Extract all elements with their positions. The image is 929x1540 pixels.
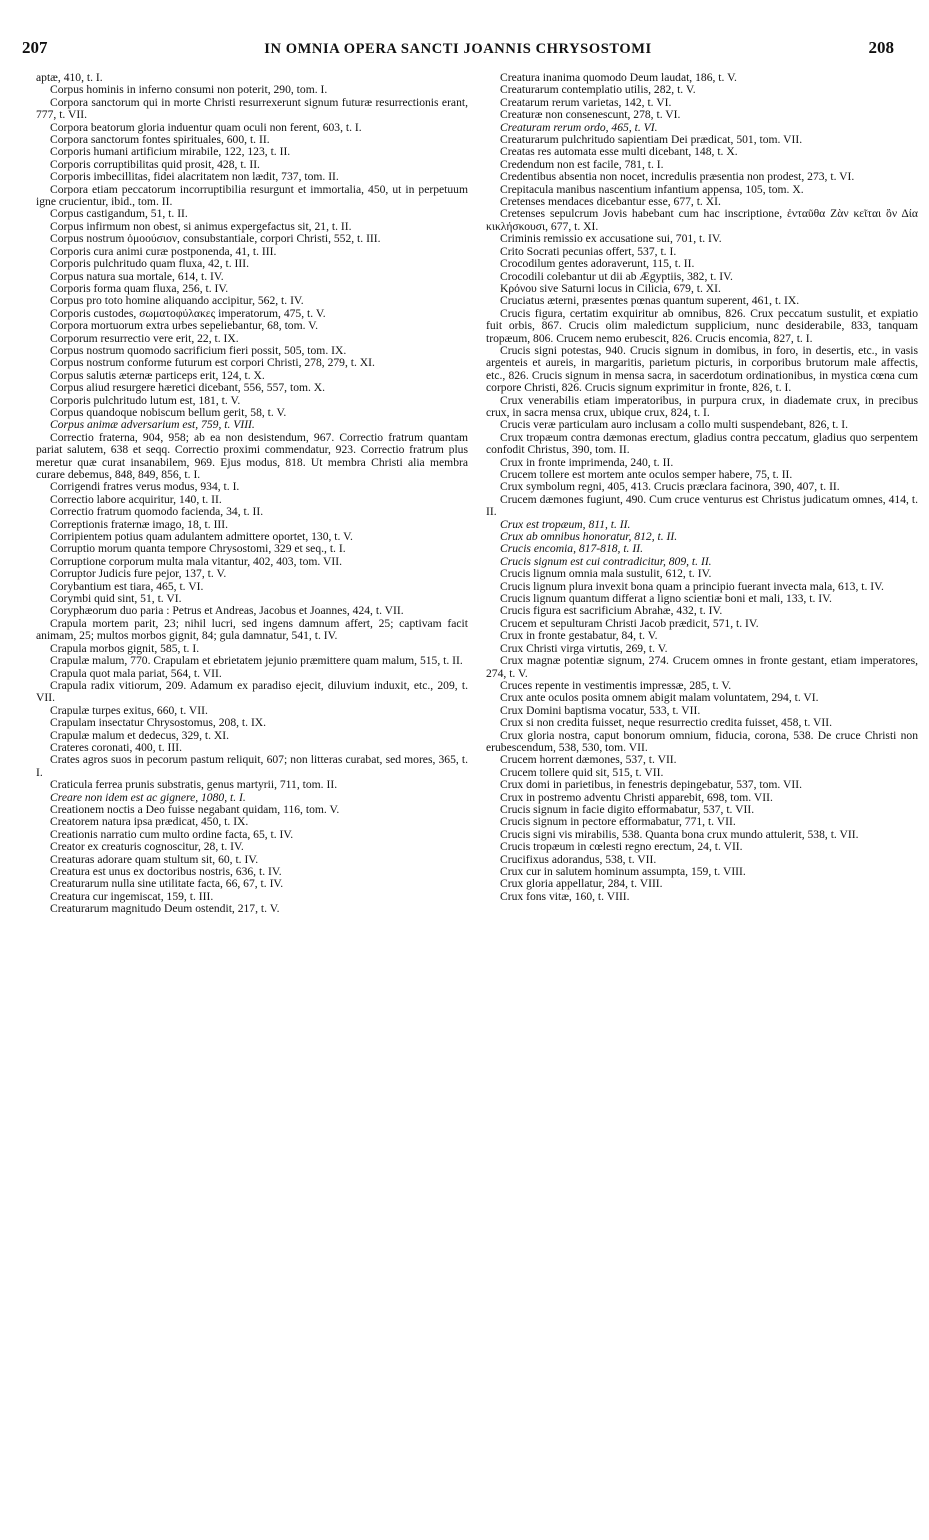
index-entry: Corpus nostrum quomodo sacrificium fieri possit, 505, tom. IX. bbox=[50, 343, 347, 357]
index-entry: Credentibus absentia non nocet, incredulis præsentia non prodest, 273, t. VI. bbox=[500, 170, 855, 184]
index-entry: Crucem dæmones fugiunt, 490. Cum cruce venturus est Christus judicatum omnes, 414, t. II. bbox=[486, 492, 918, 519]
index-entry: Corruptio morum quanta tempore Chrysostomi, 329 et seq., t. I. bbox=[50, 542, 346, 556]
index-entry: Crapulam insectatur Chrysostomus, 208, t. IX. bbox=[50, 716, 267, 730]
index-entry: Corpus salutis æternæ particeps erit, 124, t. X. bbox=[50, 368, 265, 382]
index-entry: Corporis custodes, σωματοφύλακες imperatorum, 475, t. V. bbox=[50, 306, 326, 320]
index-entry: Corymbi quid sint, 51, t. VI. bbox=[50, 592, 182, 606]
index-entry: Crapulæ malum et dedecus, 329, t. XI. bbox=[50, 728, 230, 742]
index-entry: Cruciatus æterni, præsentes pœnas quantum superent, 461, t. IX. bbox=[500, 294, 800, 308]
index-entry: Creatas res automata esse multi dicebant, 148, t. X. bbox=[500, 145, 738, 159]
index-entry: Crapulæ malum, 770. Crapulam et ebrietatem jejunio præmittere quam malum, 515, t. II. bbox=[50, 654, 463, 668]
index-entry: Corpus castigandum, 51, t. II. bbox=[50, 207, 188, 221]
index-entry: Creaturarum nulla sine utilitate facta, 66, 67, t. IV. bbox=[50, 877, 284, 891]
index-entry: Corybantium est tiara, 465, t. VI. bbox=[50, 579, 204, 593]
index-entry: Corpora beatorum gloria induentur quam oculi non ferent, 603, t. I. bbox=[50, 120, 362, 134]
index-entry: Creaturam rerum ordo, 465, t. VI. bbox=[500, 120, 658, 134]
index-entry: Crateres coronati, 400, t. III. bbox=[50, 740, 182, 754]
index-entry: Creator ex creaturis cognoscitur, 28, t. IV. bbox=[50, 840, 244, 854]
page-header bbox=[22, 38, 894, 58]
index-entry: Corpus aliud resurgere hæretici dicebant, 556, 557, tom. X. bbox=[50, 381, 326, 395]
index-entry: Crux in postremo adventu Christi apparebit, 698, tom. VII. bbox=[500, 790, 773, 804]
index-entry: Corpus nostrum conforme futurum est corpori Christi, 278, 279, t. XI. bbox=[50, 356, 375, 370]
index-entry: Crucis signi potestas, 940. Crucis signum in domibus, in foro, in desertis, etc., in vasis argenteis et aureis, in margaritis, parietum picturis, in corporibus brutorum male affectis, etc., 826. Crucis signum in mensa sacra, in sacerdotum ordinationibus, in mystica cœna cum corpore Christi, 826. Crucis signum exprimitur in fronte, 826, t. I. bbox=[486, 343, 918, 395]
index-entry: Crux tropæum contra dæmonas erectum, gladius contra peccatum, gladius quo serpentem confodit Christus, 390, tom. II. bbox=[486, 430, 918, 457]
index-entry: Crapulæ turpes exitus, 660, t. VII. bbox=[50, 703, 208, 717]
index-entry: Corporum resurrectio vere erit, 22, t. IX. bbox=[50, 331, 239, 345]
index-entry: Corruptor Judicis fure pejor, 137, t. V. bbox=[50, 567, 227, 581]
index-entry: Corporis corruptibilitas quid prosit, 428, t. II. bbox=[50, 157, 260, 171]
index-entry: Creatorem natura ipsa prædicat, 450, t. IX. bbox=[50, 815, 249, 829]
index-entry: Crucem horrent dæmones, 537, t. VII. bbox=[500, 753, 677, 767]
index-entry: Coryphæorum duo paria : Petrus et Andreas, Jacobus et Joannes, 424, t. VII. bbox=[50, 604, 404, 618]
index-entry: Corpora sanctorum fontes spirituales, 600, t. II. bbox=[50, 133, 270, 147]
index-entry: Corporis humani artificium mirabile, 122, 123, t. II. bbox=[50, 145, 291, 159]
index-entry: Credendum non est facile, 781, t. I. bbox=[500, 157, 664, 171]
index-entry: Creatura inanima quomodo Deum laudat, 186, t. V. bbox=[500, 71, 737, 84]
index-column-right bbox=[486, 72, 918, 903]
index-entry: Corporis cura animi curæ postponenda, 41, t. III. bbox=[50, 244, 277, 258]
index-entry: Crux domi in parietibus, in fenestris depingebatur, 537, tom. VII. bbox=[500, 778, 802, 792]
index-entry: Crux symbolum regni, 405, 413. Crucis præclara facinora, 390, 407, t. II. bbox=[500, 480, 840, 494]
index-entry: Corpora sanctorum qui in morte Christi resurrexerunt signum futuræ resurrectionis erant, 777, t. VII. bbox=[36, 95, 468, 122]
index-entry: Crux cur in salutem hominum assumpta, 159, t. VIII. bbox=[500, 865, 746, 878]
index-entry: Corporis pulchritudo lutum est, 181, t. V. bbox=[50, 393, 241, 407]
index-entry: Crucis signum in pectore efformabatur, 771, t. VII. bbox=[500, 815, 736, 829]
index-entry: Crepitacula manibus nascentium infantium appensa, 105, tom. X. bbox=[500, 182, 804, 196]
right-page-number: 208 bbox=[868, 38, 894, 57]
index-entry: Crapula morbos gignit, 585, t. I. bbox=[50, 641, 200, 655]
index-entry: Corpus nostrum ὁμοούσιον, consubstantiale, corpori Christi, 552, t. III. bbox=[50, 232, 381, 246]
index-entry: Corporis pulchritudo quam fluxa, 42, t. III. bbox=[50, 257, 249, 271]
index-entry: Crapula mortem parit, 23; nihil lucri, sed ingens damnum affert, 25; captivam facit animam, 25; multos morbos gignit, 84; gula damnatur, 541, t. IV. bbox=[36, 616, 468, 643]
index-entry: Cretenses sepulcrum Jovis habebant cum hac inscriptione, ἐνταῦθα Ζὰν κεῖται ὃν Δία κικλήσκουσι, 677, t. XI. bbox=[486, 207, 918, 233]
index-entry: Creaturæ non consenescunt, 278, t. VI. bbox=[500, 108, 681, 122]
index-entry: Correctio labore acquiritur, 140, t. II. bbox=[50, 492, 222, 506]
index-entry: Crucifixus adorandus, 538, t. VII. bbox=[500, 852, 657, 866]
index-entry: Crux ante oculos posita omnem abigit malam voluntatem, 294, t. VI. bbox=[500, 691, 819, 705]
index-entry: Crux est tropæum, 811, t. II. bbox=[500, 517, 631, 531]
left-page-number: 207 bbox=[22, 38, 48, 57]
index-entry: Creationem noctis a Deo fuisse negabant quidam, 116, tom. V. bbox=[50, 802, 340, 816]
index-entry: Crucis encomia, 817-818, t. II. bbox=[500, 542, 643, 556]
index-entry: Corpus animæ adversarium est, 759, t. VIII. bbox=[50, 418, 255, 432]
index-entry: Crucis veræ particulam auro inclusam a collo multi suspendebant, 826, t. I. bbox=[500, 418, 849, 432]
index-entry: Corpus quandoque nobiscum bellum gerit, 58, t. V. bbox=[50, 405, 287, 419]
index-entry: Crucem tollere est mortem ante oculos semper habere, 75, t. II. bbox=[500, 468, 793, 481]
index-entry: Creaturarum magnitudo Deum ostendit, 217, t. V. bbox=[50, 902, 280, 916]
index-entry: Crapula quot mala pariat, 564, t. VII. bbox=[50, 666, 222, 680]
index-entry: Corpora mortuorum extra urbes sepeliebantur, 68, tom. V. bbox=[50, 319, 318, 333]
index-entry: Crito Socrati pecunias offert, 537, t. I. bbox=[500, 244, 677, 258]
index-entry: Crucis tropæum in cœlesti regno erectum, 24, t. VII. bbox=[500, 840, 743, 854]
index-entry: Crux Domini baptisma vocatur, 533, t. VII. bbox=[500, 703, 701, 717]
index-entry: Corrigendi fratres verus modus, 934, t. I. bbox=[50, 480, 240, 494]
index-entry: Crux magnæ potentiæ signum, 274. Crucem omnes in fronte gestant, etiam imperatores, 274, t. V. bbox=[486, 654, 918, 680]
index-entry: Creationis narratio cum multo ordine facta, 65, t. IV. bbox=[50, 827, 294, 841]
index-entry: Corpus pro toto homine aliquando accipitur, 562, t. IV. bbox=[50, 294, 304, 308]
index-entry: aptæ, 410, t. I. bbox=[36, 71, 103, 84]
index-entry: Crux si non credita fuisset, neque resurrectio credita fuisset, 458, t. VII. bbox=[500, 716, 833, 730]
index-entry: Crux gloria nostra, caput bonorum omnium, fiducia, corona, 538. De cruce Christi non erubescendum, 538, 530, tom. VII. bbox=[486, 728, 918, 754]
index-column-left bbox=[36, 72, 468, 916]
index-entry: Cruces repente in vestimentis impressæ, 285, t. V. bbox=[500, 678, 732, 692]
index-entry: Crux in fronte imprimenda, 240, t. II. bbox=[500, 455, 674, 469]
index-entry: Κρόνου sive Saturni locus in Cilicia, 679, t. XI. bbox=[500, 281, 721, 295]
index-entry: Crucis signum in facie digito efformabatur, 537, t. VII. bbox=[500, 802, 755, 816]
index-entry: Crux ab omnibus honoratur, 812, t. II. bbox=[500, 530, 678, 544]
index-entry: Crucis lignum plura invexit bona quam a principio fuerant invecta mala, 613, t. IV. bbox=[500, 579, 884, 593]
index-entry: Crucem tollere quid sit, 515, t. VII. bbox=[500, 765, 664, 779]
index-entry: Corpus infirmum non obest, si animus expergefactus sit, 21, t. II. bbox=[50, 219, 352, 233]
index-entry: Crux in fronte gestabatur, 84, t. V. bbox=[500, 629, 658, 643]
index-entry: Creatura est unus ex doctoribus nostris, 636, t. IV. bbox=[50, 865, 282, 878]
index-entry: Crucis lignum quantum differat a ligno scientiæ boni et mali, 133, t. IV. bbox=[500, 592, 832, 606]
index-entry: Craticula ferrea prunis substratis, genus martyrii, 711, tom. II. bbox=[50, 778, 338, 792]
index-entry: Corpus natura sua mortale, 614, t. IV. bbox=[50, 269, 224, 283]
index-entry: Correctio fraterna, 904, 958; ab ea non desistendum, 967. Correctio fratrum quantam pariat salutem, 638 et seqq. Correctio proximi commendatur, 923. Correctio fratrum plus meretur quæ curat insanabilem, 969. Ejus modus, 818. Ut membra Christi alia membra curare debemus, 848, 849, 856, t. I. bbox=[36, 430, 468, 481]
index-entry: Crux venerabilis etiam imperatoribus, in purpura crux, in diademate crux, in precibus crux, in sacra mensa crux, ubique crux, 824, t. I. bbox=[486, 393, 918, 419]
index-entry: Crucis lignum omnia mala sustulit, 612, t. IV. bbox=[500, 567, 712, 581]
index-entry: Crux Christi virga virtutis, 269, t. V. bbox=[500, 641, 668, 655]
running-title: IN OMNIA OPERA SANCTI JOANNIS CHRYSOSTOMI bbox=[264, 41, 652, 57]
index-entry: Cretenses mendaces dicebantur esse, 677, t. XI. bbox=[500, 195, 721, 209]
index-entry: Crucis figura, certatim exquiritur ab omnibus, 826. Crux peccatum sustulit, et expiatio fuit orbis, 867. Crucis olim maledictum supplicium, nunc desiderabile, 833, tanquam tropæum, 806. Crucem nemo erubescit, 826. Crucis encomia, 827, t. I. bbox=[486, 306, 918, 345]
index-entry: Corruptione corporum multa mala vitantur, 402, 403, tom. VII. bbox=[50, 554, 343, 568]
index-entry: Crocodilum gentes adoraverunt, 115, t. II. bbox=[500, 257, 695, 271]
index-entry: Creare non idem est ac gignere, 1080, t. I. bbox=[50, 790, 246, 804]
index-entry: Crux fons vitæ, 160, t. VIII. bbox=[500, 889, 630, 903]
index-entry: Crocodili colebantur ut dii ab Ægyptiis, 382, t. IV. bbox=[500, 269, 733, 283]
index-entry: Creatarum rerum varietas, 142, t. VI. bbox=[500, 95, 672, 109]
index-entry: Crucis figura est sacrificium Abrahæ, 432, t. IV. bbox=[500, 604, 723, 618]
index-entry: Corripientem potius quam adulantem admittere oportet, 130, t. V. bbox=[50, 530, 353, 544]
index-entry: Corpora etiam peccatorum incorruptibilia resurgunt et immortalia, 450, ut in perpetuum igne crucientur, ibid., tom. II. bbox=[36, 182, 468, 209]
index-entry: Creaturarum contemplatio utilis, 282, t. V. bbox=[500, 83, 696, 97]
index-entry: Crapula radix vitiorum, 209. Adamum ex paradiso ejecit, diluvium induxit, etc., 209, t. VII. bbox=[36, 678, 468, 705]
index-entry: Crucem et sepulturam Christi Jacob prædicit, 571, t. IV. bbox=[500, 616, 759, 630]
index-entry: Corporis imbecillitas, fidei alacritatem non lædit, 737, tom. II. bbox=[50, 170, 339, 184]
index-entry: Creaturarum pulchritudo sapientiam Dei prædicat, 501, tom. VII. bbox=[500, 133, 803, 147]
index-entry: Corpus hominis in inferno consumi non poterit, 290, tom. I. bbox=[50, 83, 328, 97]
index-entry: Creatura cur ingemiscat, 159, t. III. bbox=[50, 889, 214, 903]
index-entry: Crucis signi vis mirabilis, 538. Quanta bona crux mundo attulerit, 538, t. VII. bbox=[500, 827, 859, 841]
index-entry: Corporis forma quam fluxa, 256, t. IV. bbox=[50, 281, 229, 295]
index-entry: Crucis signum est cui contradicitur, 809, t. II. bbox=[500, 554, 712, 568]
index-entry: Creaturas adorare quam stultum sit, 60, t. IV. bbox=[50, 852, 259, 866]
index-entry: Crux gloria appellatur, 284, t. VIII. bbox=[500, 877, 663, 891]
index-entry: Criminis remissio ex accusatione sui, 701, t. IV. bbox=[500, 232, 722, 246]
index-entry: Crates agros suos in pecorum pastum reliquit, 607; non litteras curabat, sed mores, 365, t. I. bbox=[36, 753, 468, 779]
index-entry: Correptionis fraternæ imago, 18, t. III. bbox=[50, 517, 229, 531]
index-entry: Correctio fratrum quomodo facienda, 34, t. II. bbox=[50, 505, 264, 519]
